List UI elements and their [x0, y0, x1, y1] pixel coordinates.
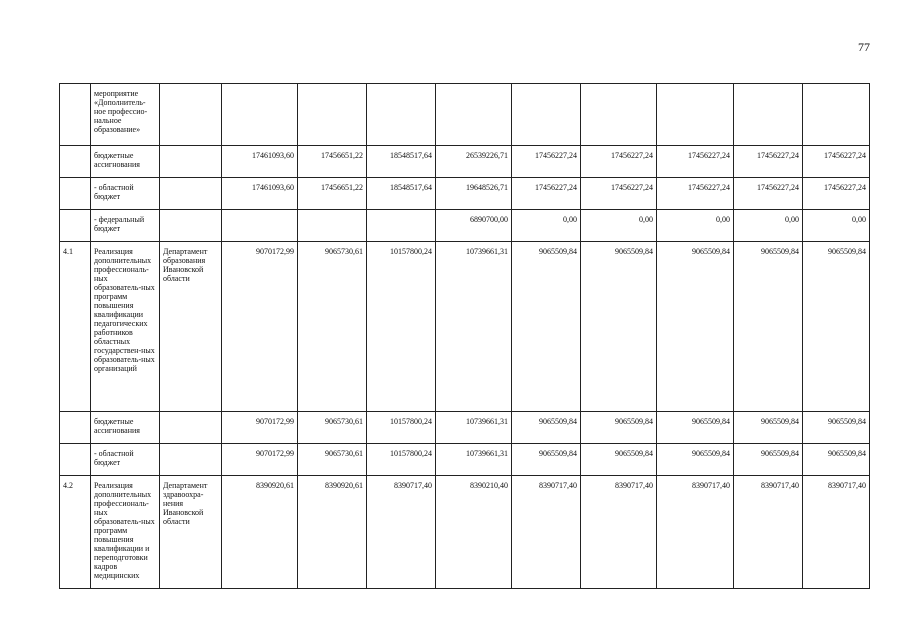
row-number-cell [60, 84, 91, 146]
table-row [60, 178, 870, 210]
amount-cell: 19648526,71 [436, 178, 512, 210]
amount-cell: 10739661,31 [436, 242, 512, 412]
executor-cell [160, 178, 222, 210]
amount-cell: 9065509,84 [657, 444, 734, 476]
amount-cell: 8390717,40 [512, 476, 581, 589]
page-number: 77 [858, 40, 870, 54]
amount-cell [367, 84, 436, 146]
amount-cell: 17456227,24 [803, 146, 870, 178]
amount-cell: 8390920,61 [298, 476, 367, 589]
amount-cell: 17456227,24 [734, 146, 803, 178]
amount-cell: 17456227,24 [512, 146, 581, 178]
amount-cell: 0,00 [512, 210, 581, 242]
amount-cell: 9065509,84 [512, 412, 581, 444]
row-number-cell [60, 412, 91, 444]
amount-cell: 9065509,84 [512, 242, 581, 412]
measure-name-cell: бюджетные ассигнования [91, 412, 160, 444]
amount-cell [298, 210, 367, 242]
amount-cell: 9065509,84 [803, 444, 870, 476]
amount-cell: 8390717,40 [657, 476, 734, 589]
amount-cell: 9065509,84 [657, 412, 734, 444]
row-number-cell: 4.1 [60, 242, 91, 412]
amount-cell: 8390717,40 [367, 476, 436, 589]
amount-cell: 0,00 [657, 210, 734, 242]
amount-cell: 9065509,84 [657, 242, 734, 412]
measure-name-cell: Реализация дополнительных профессиональ-ных образователь-ных программ повышения квалификации педагогических работников областных государствен-ных образователь-ных организаций [91, 242, 160, 412]
amount-cell: 6890700,00 [436, 210, 512, 242]
amount-cell: 0,00 [581, 210, 657, 242]
executor-cell: Департамент образования Ивановской области [160, 242, 222, 412]
amount-cell [298, 84, 367, 146]
amount-cell: 10157800,24 [367, 412, 436, 444]
table-row [60, 412, 870, 444]
measure-name-cell: - федеральный бюджет [91, 210, 160, 242]
table-row [60, 476, 870, 589]
amount-cell: 9070172,99 [222, 444, 298, 476]
executor-cell [160, 84, 222, 146]
row-number-cell [60, 146, 91, 178]
row-number-cell: 4.2 [60, 476, 91, 589]
amount-cell: 26539226,71 [436, 146, 512, 178]
table-row [60, 444, 870, 476]
executor-cell [160, 146, 222, 178]
amount-cell [734, 84, 803, 146]
amount-cell: 9065730,61 [298, 444, 367, 476]
row-number-cell [60, 178, 91, 210]
amount-cell: 17456227,24 [512, 178, 581, 210]
executor-cell [160, 210, 222, 242]
amount-cell: 9065509,84 [734, 412, 803, 444]
amount-cell: 17456227,24 [581, 146, 657, 178]
amount-cell: 8390210,40 [436, 476, 512, 589]
amount-cell: 10157800,24 [367, 444, 436, 476]
table-row [60, 210, 870, 242]
executor-cell [160, 444, 222, 476]
amount-cell: 8390717,40 [734, 476, 803, 589]
amount-cell: 10157800,24 [367, 242, 436, 412]
amount-cell: 9065730,61 [298, 242, 367, 412]
amount-cell: 9065509,84 [734, 444, 803, 476]
amount-cell: 17456227,24 [803, 178, 870, 210]
amount-cell: 10739661,31 [436, 444, 512, 476]
amount-cell [657, 84, 734, 146]
amount-cell: 18548517,64 [367, 178, 436, 210]
table-row [60, 146, 870, 178]
amount-cell: 18548517,64 [367, 146, 436, 178]
executor-cell [160, 412, 222, 444]
amount-cell: 10739661,31 [436, 412, 512, 444]
amount-cell: 0,00 [734, 210, 803, 242]
budget-table [59, 83, 870, 589]
amount-cell: 17456227,24 [581, 178, 657, 210]
amount-cell: 17456227,24 [734, 178, 803, 210]
executor-cell: Департамент здравоохра-нения Ивановской области [160, 476, 222, 589]
amount-cell: 17461093,60 [222, 178, 298, 210]
measure-name-cell: бюджетные ассигнования [91, 146, 160, 178]
table-row [60, 84, 870, 146]
amount-cell: 9070172,99 [222, 242, 298, 412]
measure-name-cell: мероприятие «Дополнитель-ное профессио-нальное образование» [91, 84, 160, 146]
amount-cell: 17461093,60 [222, 146, 298, 178]
amount-cell [581, 84, 657, 146]
amount-cell: 17456227,24 [657, 178, 734, 210]
amount-cell [803, 84, 870, 146]
amount-cell: 9065509,84 [581, 444, 657, 476]
measure-name-cell: Реализация дополнительных профессиональ-ных образователь-ных программ повышения квалификации и переподготовки кадров медицинских [91, 476, 160, 589]
amount-cell: 9065509,84 [803, 242, 870, 412]
amount-cell: 9065509,84 [512, 444, 581, 476]
amount-cell: 8390920,61 [222, 476, 298, 589]
row-number-cell [60, 444, 91, 476]
amount-cell [222, 84, 298, 146]
measure-name-cell: - областной бюджет [91, 178, 160, 210]
amount-cell: 9070172,99 [222, 412, 298, 444]
amount-cell: 0,00 [803, 210, 870, 242]
amount-cell: 9065730,61 [298, 412, 367, 444]
amount-cell [367, 210, 436, 242]
amount-cell: 9065509,84 [734, 242, 803, 412]
amount-cell [512, 84, 581, 146]
amount-cell: 17456651,22 [298, 178, 367, 210]
row-number-cell [60, 210, 91, 242]
amount-cell: 17456227,24 [657, 146, 734, 178]
amount-cell [436, 84, 512, 146]
amount-cell: 8390717,40 [581, 476, 657, 589]
amount-cell: 9065509,84 [803, 412, 870, 444]
amount-cell: 8390717,40 [803, 476, 870, 589]
table-row [60, 242, 870, 412]
amount-cell: 9065509,84 [581, 412, 657, 444]
measure-name-cell: - областной бюджет [91, 444, 160, 476]
amount-cell [222, 210, 298, 242]
amount-cell: 17456651,22 [298, 146, 367, 178]
amount-cell: 9065509,84 [581, 242, 657, 412]
